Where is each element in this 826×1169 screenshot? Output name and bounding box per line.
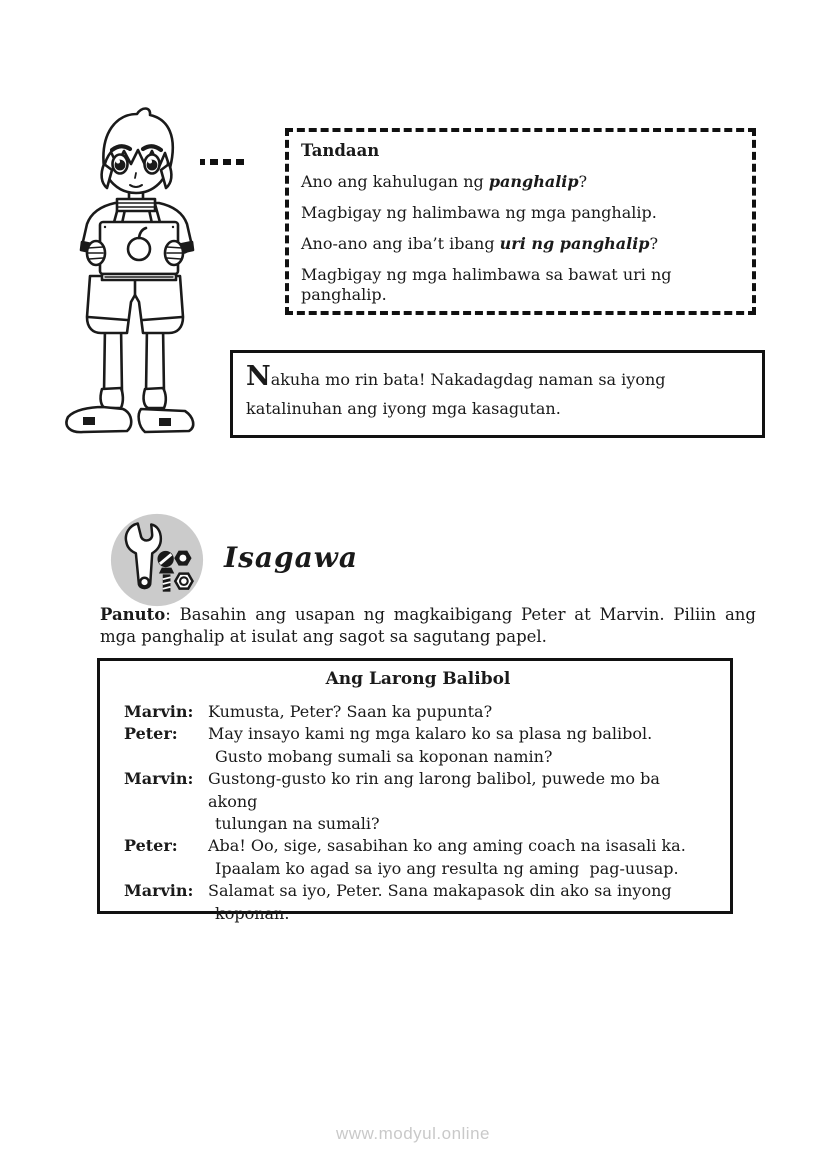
section-title-isagawa: Isagawa xyxy=(224,541,358,574)
panuto-text: : Basahin ang usapan ng magkaibigang Peter at Marvin. Piliin ang mga panghalip at isulat ang sagot sa sagutang papel. xyxy=(100,605,756,646)
tandaan-title: Tandaan xyxy=(301,141,380,160)
dialogue-text xyxy=(208,723,712,768)
dialogue-line: Aba! Oo, sige, sasabihan ko ang aming coach na isasali ka. xyxy=(208,836,686,856)
dialogue-row xyxy=(124,723,712,768)
dialogue-title: Ang Larong Balibol xyxy=(325,669,511,689)
dialogue-row xyxy=(124,701,712,723)
dialogue-text xyxy=(208,835,712,880)
feedback-dropcap: N xyxy=(246,361,271,392)
tandaan-line: Magbigay ng mga halimbawa sa bawat uri ng panghalip. xyxy=(301,265,672,304)
footer-url: www.modyul.online xyxy=(335,1124,490,1143)
dialogue-line: Ipaalam ko agad sa iyo ang resulta ng aming pag-uusap. xyxy=(215,858,679,878)
speech-connector-dashes xyxy=(200,159,244,165)
dialogue-line: Gustong-gusto ko rin ang larong balibol, puwede mo ba akong xyxy=(208,769,665,811)
dialogue-row xyxy=(124,880,712,925)
dialogue-line: Gusto mobang sumali sa koponan namin? xyxy=(215,746,553,766)
tandaan-line: Magbigay ng halimbawa ng mga panghalip. xyxy=(301,203,657,222)
tandaan-line: Ano ang kahulugan ng panghalip? xyxy=(301,172,588,191)
speaker-name: Marvin: xyxy=(124,702,194,721)
speaker-name: Marvin: xyxy=(124,769,194,789)
boy-with-laptop-illustration xyxy=(55,106,200,436)
dialogue-text xyxy=(208,880,712,925)
dialogue-text xyxy=(208,701,712,723)
dialogue-line: May insayo kami ng mga kalaro ko sa plasa ng balibol. xyxy=(208,724,653,744)
panuto-label: Panuto xyxy=(100,605,166,624)
dialogue-text xyxy=(208,768,712,835)
dialogue-row xyxy=(124,835,712,880)
wrench-tools-icon xyxy=(109,512,205,608)
speaker-name: Marvin: xyxy=(124,881,194,901)
feedback-box xyxy=(230,350,765,438)
dialogue-line: Kumusta, Peter? Saan ka pupunta? xyxy=(208,702,493,721)
dialogue-line: tulungan na sumali? xyxy=(215,814,380,834)
dialogue-row xyxy=(124,768,712,835)
tandaan-line: Ano-ano ang iba’t ibang uri ng panghalip? xyxy=(301,234,659,253)
dialogue-line: koponan. xyxy=(215,903,290,923)
feedback-text: akuha mo rin bata! Nakadagdag naman sa iyong katalinuhan ang iyong mga kasagutan. xyxy=(246,370,666,418)
speaker-name: Peter: xyxy=(124,724,178,744)
speaker-name: Peter: xyxy=(124,836,178,856)
panuto-paragraph xyxy=(100,604,756,648)
dialogue-body xyxy=(124,701,712,925)
tandaan-box xyxy=(285,128,756,315)
dialogue-line: Salamat sa iyo, Peter. Sana makapasok din ako sa inyong xyxy=(208,881,672,901)
dialogue-box xyxy=(97,658,733,923)
